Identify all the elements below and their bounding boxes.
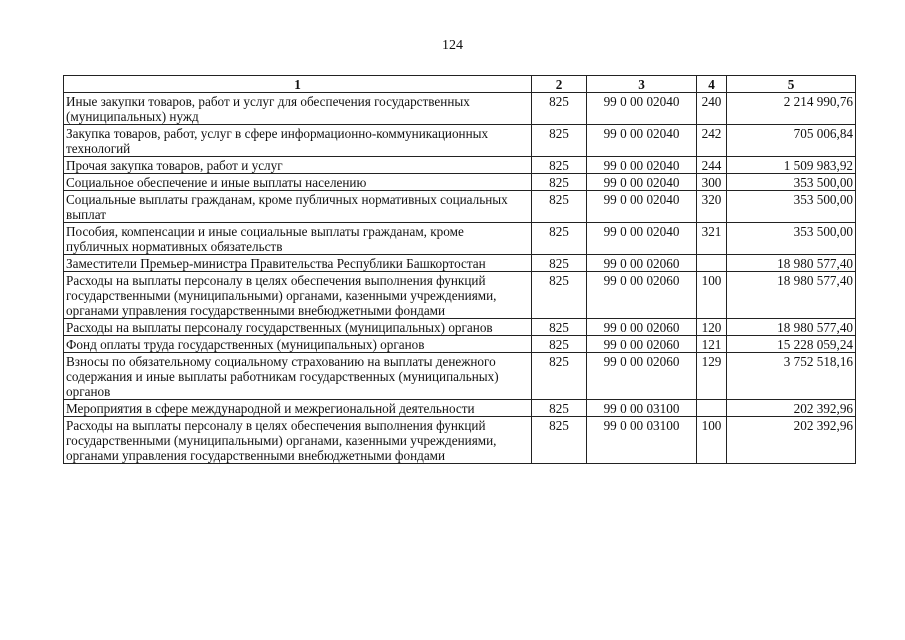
row-name-cell: Заместители Премьер-министра Правительства Республики Башкортостан — [64, 255, 532, 272]
table-row — [64, 191, 856, 223]
row-amount-cell: 353 500,00 — [727, 223, 856, 255]
row-name-cell: Расходы на выплаты персоналу в целях обеспечения выполнения функций государственными (муниципальными) органами, казенными учреждениями, органами управления государственными внебюджетными фондами — [64, 272, 532, 319]
table-row — [64, 336, 856, 353]
row-name-cell: Прочая закупка товаров, работ и услуг — [64, 157, 532, 174]
row-expense-type-cell: 240 — [697, 93, 727, 125]
table-header — [64, 76, 856, 93]
row-target-article-cell: 99 0 00 02040 — [587, 223, 697, 255]
row-name-cell: Социальное обеспечение и иные выплаты населению — [64, 174, 532, 191]
row-target-article-cell: 99 0 00 02040 — [587, 157, 697, 174]
column-header-4: 4 — [697, 76, 727, 93]
row-amount-cell: 18 980 577,40 — [727, 319, 856, 336]
budget-table — [63, 75, 856, 464]
row-admin-code-cell: 825 — [532, 157, 587, 174]
row-expense-type-cell: 244 — [697, 157, 727, 174]
row-admin-code-cell: 825 — [532, 174, 587, 191]
row-expense-type-cell — [697, 255, 727, 272]
row-admin-code-cell: 825 — [532, 223, 587, 255]
row-target-article-cell: 99 0 00 02060 — [587, 255, 697, 272]
row-admin-code-cell: 825 — [532, 336, 587, 353]
row-name-cell: Пособия, компенсации и иные социальные выплаты гражданам, кроме публичных нормативных обязательств — [64, 223, 532, 255]
row-admin-code-cell: 825 — [532, 272, 587, 319]
row-expense-type-cell: 129 — [697, 353, 727, 400]
header-row — [64, 76, 856, 93]
row-expense-type-cell: 242 — [697, 125, 727, 157]
row-target-article-cell: 99 0 00 02060 — [587, 353, 697, 400]
row-target-article-cell: 99 0 00 02060 — [587, 336, 697, 353]
row-expense-type-cell: 121 — [697, 336, 727, 353]
row-amount-cell: 18 980 577,40 — [727, 272, 856, 319]
row-amount-cell: 18 980 577,40 — [727, 255, 856, 272]
row-admin-code-cell: 825 — [532, 125, 587, 157]
row-amount-cell: 353 500,00 — [727, 174, 856, 191]
row-name-cell: Расходы на выплаты персоналу государственных (муниципальных) органов — [64, 319, 532, 336]
row-amount-cell: 705 006,84 — [727, 125, 856, 157]
table-row — [64, 400, 856, 417]
row-admin-code-cell: 825 — [532, 353, 587, 400]
row-amount-cell: 202 392,96 — [727, 400, 856, 417]
table-row — [64, 417, 856, 464]
table-row — [64, 93, 856, 125]
row-expense-type-cell: 100 — [697, 272, 727, 319]
row-expense-type-cell: 100 — [697, 417, 727, 464]
page-number: 124 — [442, 38, 463, 53]
table-row — [64, 157, 856, 174]
table-row — [64, 319, 856, 336]
row-expense-type-cell — [697, 400, 727, 417]
row-target-article-cell: 99 0 00 02060 — [587, 319, 697, 336]
row-admin-code-cell: 825 — [532, 93, 587, 125]
row-admin-code-cell: 825 — [532, 417, 587, 464]
row-name-cell: Иные закупки товаров, работ и услуг для обеспечения государственных (муниципальных) нужд — [64, 93, 532, 125]
row-name-cell: Социальные выплаты гражданам, кроме публичных нормативных социальных выплат — [64, 191, 532, 223]
column-header-3: 3 — [587, 76, 697, 93]
table-row — [64, 353, 856, 400]
row-target-article-cell: 99 0 00 02040 — [587, 174, 697, 191]
row-amount-cell: 2 214 990,76 — [727, 93, 856, 125]
table-row — [64, 255, 856, 272]
row-name-cell: Мероприятия в сфере международной и межрегиональной деятельности — [64, 400, 532, 417]
row-name-cell: Фонд оплаты труда государственных (муниципальных) органов — [64, 336, 532, 353]
row-admin-code-cell: 825 — [532, 319, 587, 336]
row-name-cell: Расходы на выплаты персоналу в целях обеспечения выполнения функций государственными (муниципальными) органами, казенными учреждениями, органами управления государственными внебюджетными фондами — [64, 417, 532, 464]
row-target-article-cell: 99 0 00 03100 — [587, 400, 697, 417]
row-amount-cell: 202 392,96 — [727, 417, 856, 464]
row-name-cell: Взносы по обязательному социальному страхованию на выплаты денежного содержания и иные выплаты работникам государственных (муниципальных) органов — [64, 353, 532, 400]
row-admin-code-cell: 825 — [532, 400, 587, 417]
row-amount-cell: 1 509 983,92 — [727, 157, 856, 174]
row-target-article-cell: 99 0 00 02040 — [587, 125, 697, 157]
row-target-article-cell: 99 0 00 02040 — [587, 191, 697, 223]
column-header-1: 1 — [64, 76, 532, 93]
column-header-5: 5 — [727, 76, 856, 93]
table-row — [64, 223, 856, 255]
row-amount-cell: 353 500,00 — [727, 191, 856, 223]
row-amount-cell: 3 752 518,16 — [727, 353, 856, 400]
row-expense-type-cell: 120 — [697, 319, 727, 336]
row-admin-code-cell: 825 — [532, 191, 587, 223]
row-target-article-cell: 99 0 00 02060 — [587, 272, 697, 319]
row-amount-cell: 15 228 059,24 — [727, 336, 856, 353]
row-admin-code-cell: 825 — [532, 255, 587, 272]
table-row — [64, 125, 856, 157]
table-row — [64, 272, 856, 319]
row-name-cell: Закупка товаров, работ, услуг в сфере информационно-коммуникационных технологий — [64, 125, 532, 157]
table-body — [64, 93, 856, 464]
row-expense-type-cell: 320 — [697, 191, 727, 223]
row-expense-type-cell: 321 — [697, 223, 727, 255]
row-expense-type-cell: 300 — [697, 174, 727, 191]
row-target-article-cell: 99 0 00 02040 — [587, 93, 697, 125]
row-target-article-cell: 99 0 00 03100 — [587, 417, 697, 464]
table-row — [64, 174, 856, 191]
column-header-2: 2 — [532, 76, 587, 93]
